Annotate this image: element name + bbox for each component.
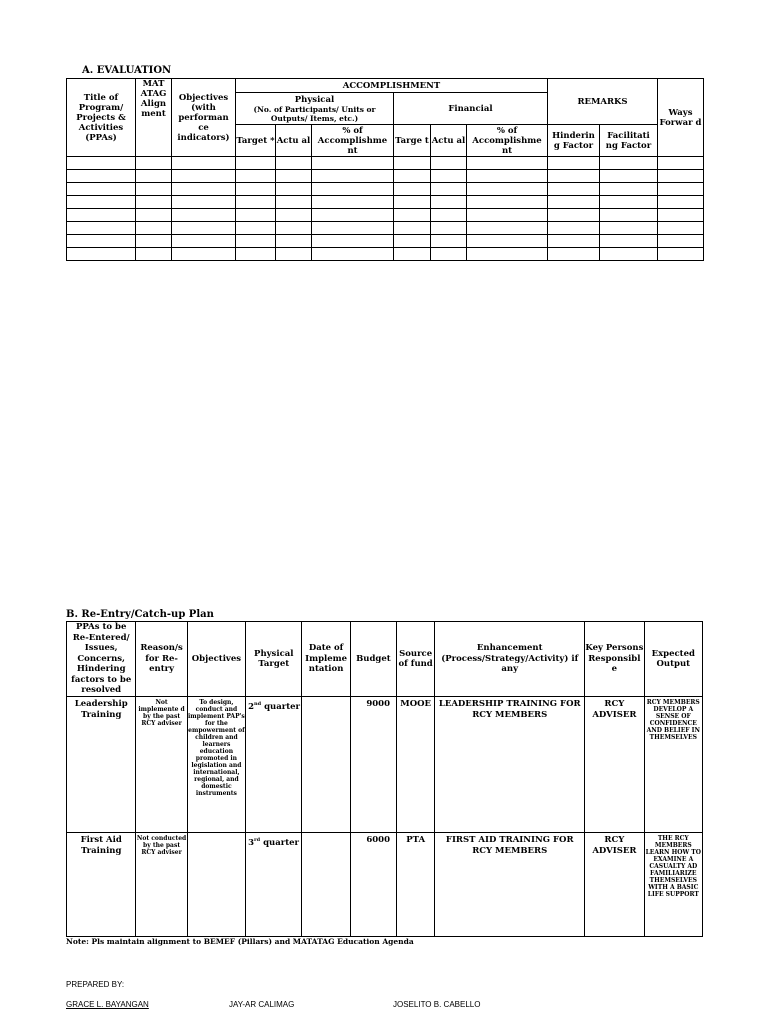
table-row [67,183,704,196]
header-facilitating-factor: Facilitati ng Factor [600,125,658,157]
header-physical-label: Physical [294,94,335,105]
header-financial-target: Targe t [394,125,431,157]
header-matatag: MAT ATAG Align ment [136,79,172,157]
signatory-3: JOSELITO B. CABELLO [393,1000,481,1009]
cell-physical-target [246,697,302,833]
target-quarter: quarter [261,701,301,712]
target-ordinal: rd [254,837,261,843]
signatory-1: GRACE L. BAYANGAN [66,1000,149,1009]
header-title-ppas: Title of Program/ Projects & Activities (PPAs) [67,79,136,157]
evaluation-table [66,78,704,261]
reentry-section-title: B. Re-Entry/Catch-up Plan [66,609,214,620]
header-ppas: PPAs to be Re-Entered/ Issues, Concerns, Hindering factors to be resolved [67,622,136,697]
cell-date [302,697,350,833]
cell-objectives: To design, conduct and implement PAP's for the empowerment of children and learners education promoted in legislation and international, regional, and domestic instruments [187,697,245,833]
cell-date [302,833,350,937]
cell-source: MOOE [397,697,435,833]
header-source-of-fund: Source of fund [397,622,435,697]
cell-objectives [187,833,245,937]
header-financial-percent: % of Accomplishme nt [467,125,548,157]
header-physical-target: Physical Target [246,622,302,697]
header-reasons: Reason/s for Re-entry [136,622,187,697]
header-ways-forward: Ways Forwar d [658,79,704,157]
header-budget: Budget [350,622,396,697]
table-row [67,157,704,170]
header-remarks: REMARKS [548,79,658,125]
header-physical-percent: % of Accomplishme nt [312,125,394,157]
signatory-2: JAY-AR CALIMAG [229,1000,295,1009]
cell-reason: Not conducted by the past RCY adviser [136,833,187,937]
cell-source: PTA [397,833,435,937]
table-row [67,209,704,222]
header-key-persons: Key Persons Responsibl e [585,622,644,697]
header-financial: Financial [394,93,548,125]
table-row [67,196,704,209]
header-physical-actual: Actu al [276,125,312,157]
evaluation-section-title: A. EVALUATION [82,65,172,76]
target-quarter: quarter [260,837,300,848]
header-financial-actual: Actu al [431,125,467,157]
header-hindering-factor: Hinderin g Factor [548,125,600,157]
prepared-by-label: PREPARED BY: [66,980,125,989]
table-row [67,170,704,183]
header-physical-target: Target * [236,125,276,157]
table-row [67,248,704,261]
target-number: 2 [248,701,255,712]
header-physical [236,93,394,125]
header-physical-detail: (No. of Participants/ Units or Outputs/ Items, etc.) [253,104,376,123]
header-expected-output: Expected Output [644,622,702,697]
cell-enhancement: LEADERSHIP TRAINING FOR RCY MEMBERS [435,697,585,833]
table-row [67,222,704,235]
table-row [67,235,704,248]
cell-ppa: Leadership Training [67,697,136,833]
header-date-implementation: Date of Impleme ntation [302,622,350,697]
reentry-table [66,621,703,937]
cell-enhancement: FIRST AID TRAINING FOR RCY MEMBERS [435,833,585,937]
cell-budget: 9000 [350,697,396,833]
header-accomplishment: ACCOMPLISHMENT [236,79,548,93]
cell-physical-target [246,833,302,937]
cell-key-persons: RCY ADVISER [585,833,644,937]
cell-key-persons: RCY ADVISER [585,697,644,833]
alignment-note: Note: Pls maintain alignment to BEMEF (Pillars) and MATATAG Education Agenda [66,937,414,946]
cell-reason: Not implemente d by the past RCY adviser [136,697,187,833]
header-objectives: Objectives (with performan ce indicators) [172,79,236,157]
header-reentry-objectives: Objectives [187,622,245,697]
target-ordinal: nd [254,701,262,707]
cell-expected-output: RCY MEMBERS DEVELOP A SENSE OF CONFIDENCE AND BELIEF IN THEMSELVES [644,697,702,833]
table-row [67,697,703,833]
target-number: 3 [248,837,255,848]
cell-expected-output: THE RCY MEMBERS LEARN HOW TO EXAMINE A CASUALTY AD FAMILIARIZE THEMSELVES WITH A BASIC LIFE SUPPORT [644,833,702,937]
table-row [67,833,703,937]
cell-budget: 6000 [350,833,396,937]
header-enhancement: Enhancement (Process/Strategy/Activity) if any [435,622,585,697]
cell-ppa: First Aid Training [67,833,136,937]
